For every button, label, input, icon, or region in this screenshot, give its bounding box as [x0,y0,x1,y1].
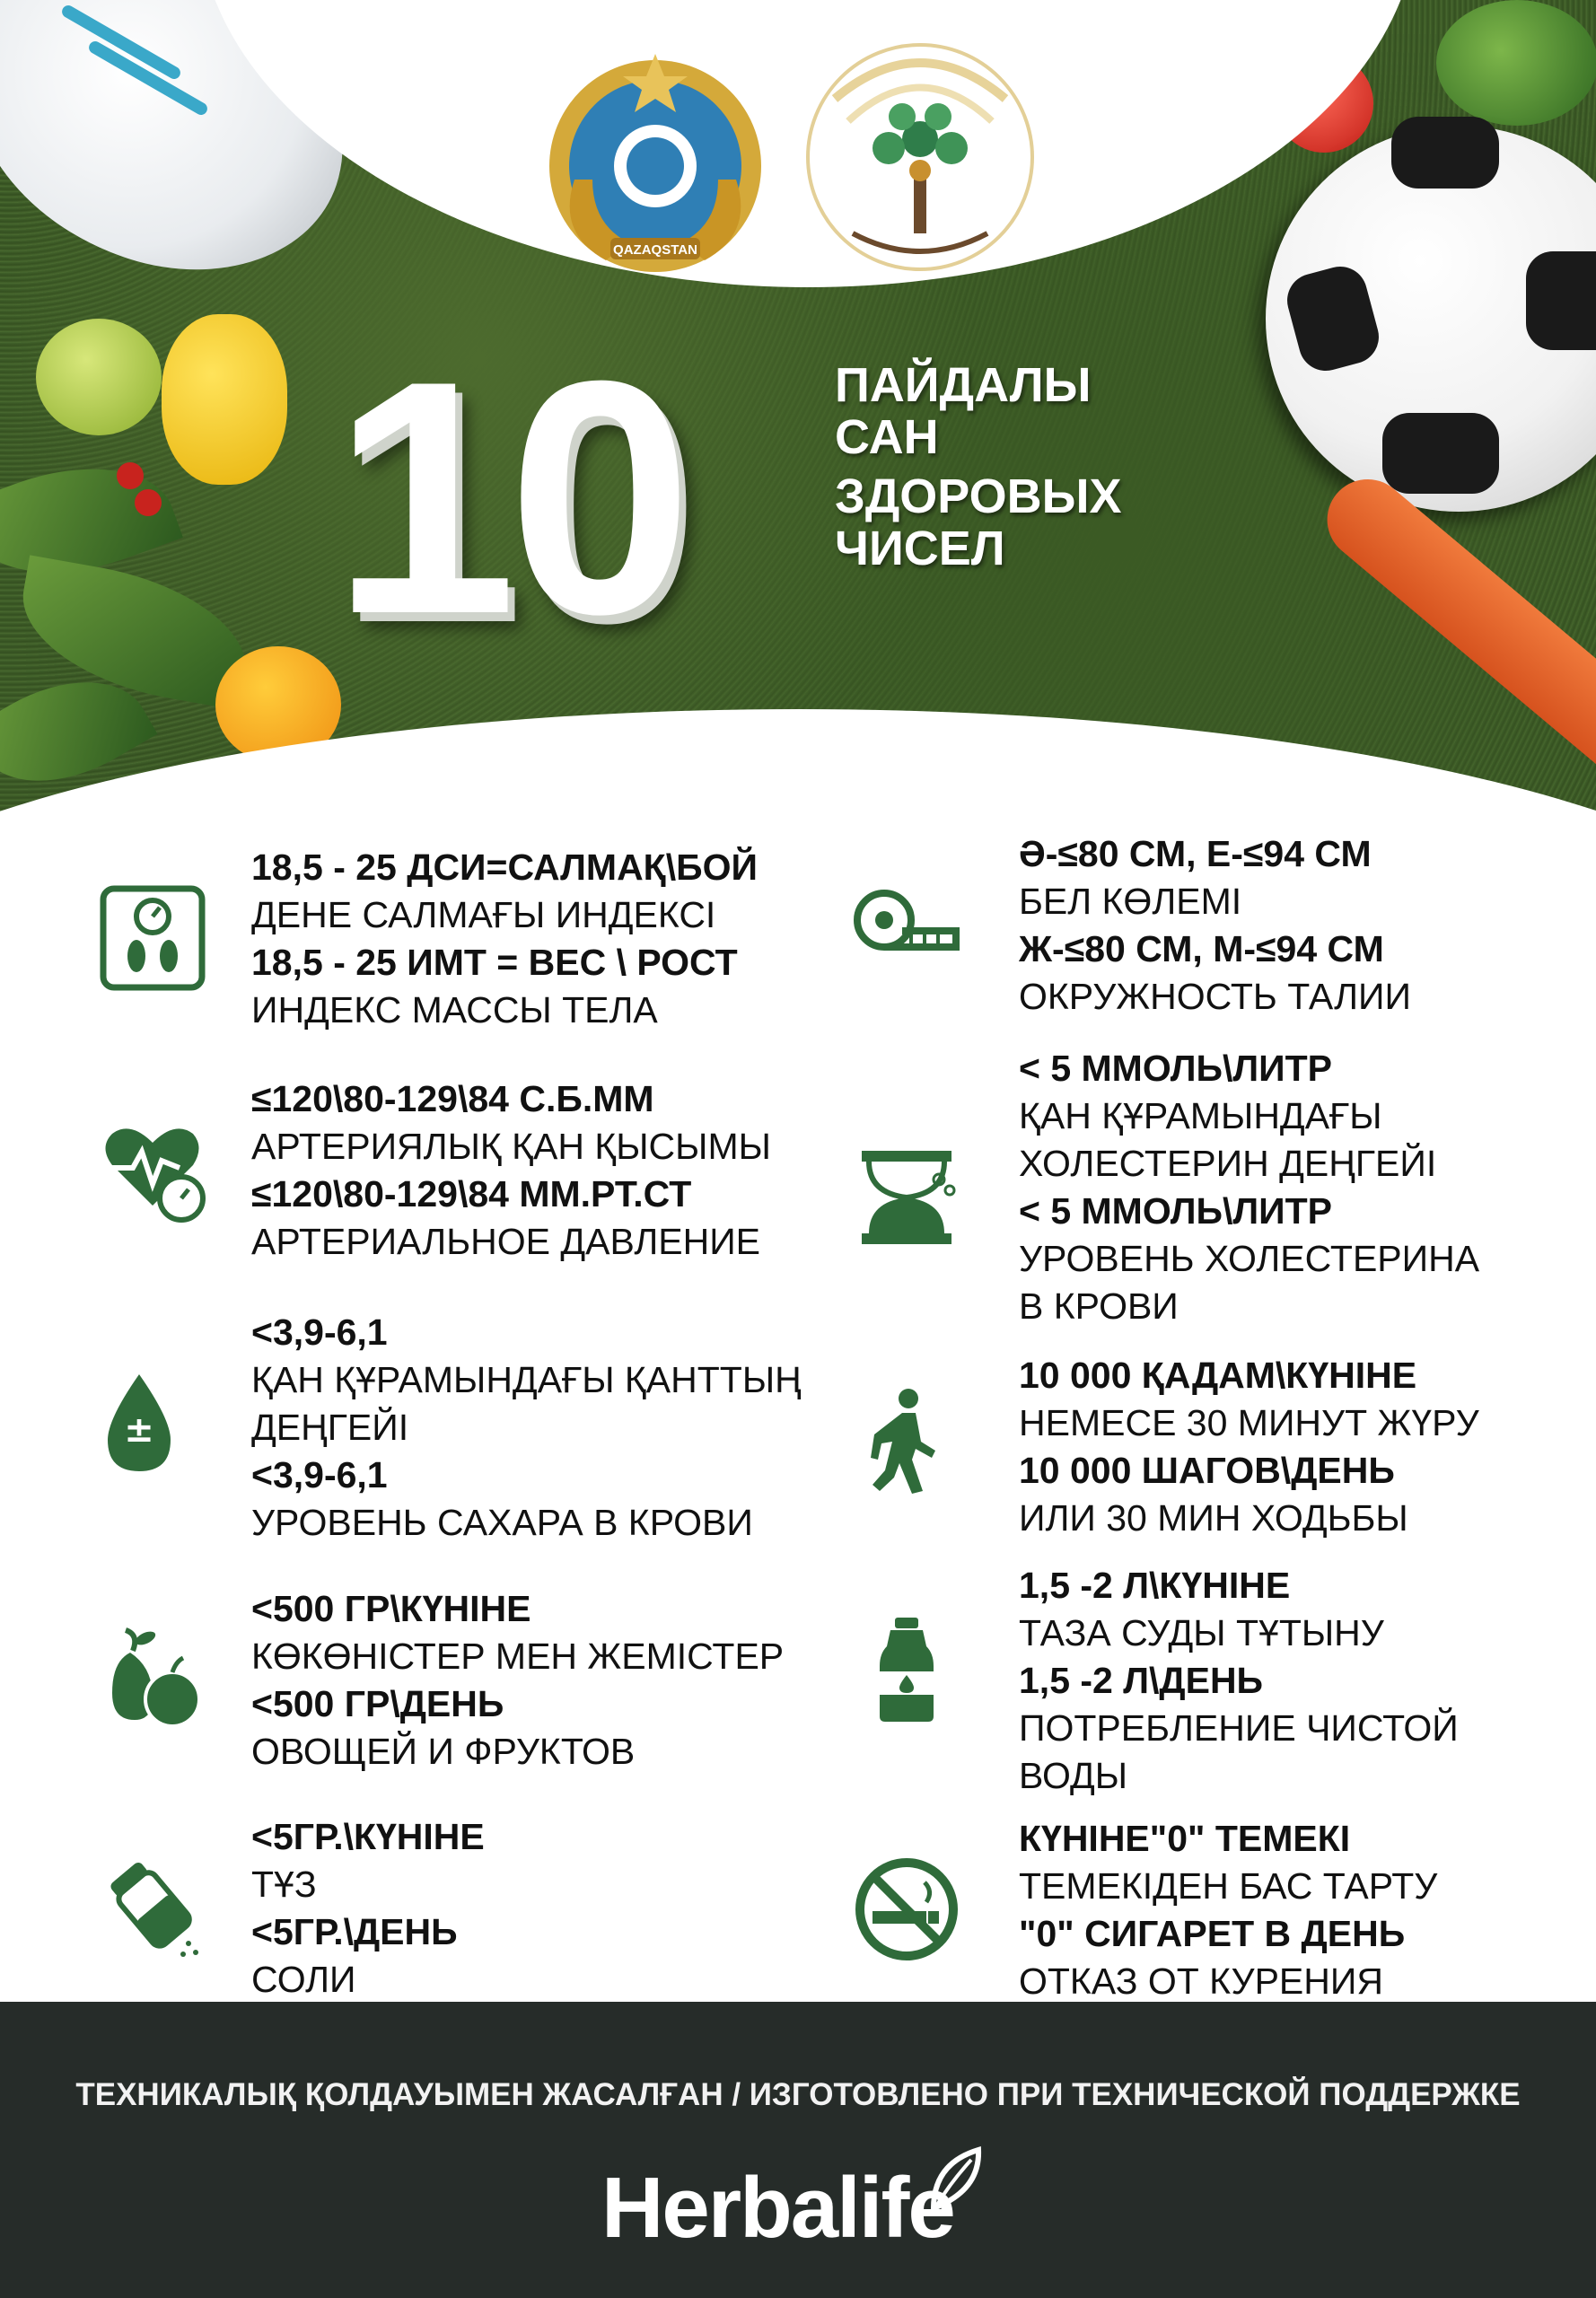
item-text [251,1585,784,1776]
fruit-icon [99,1626,206,1733]
item-blood-sugar [99,1309,817,1551]
item-text [251,844,758,1034]
item-line: 18,5 - 25 ИМТ = ВЕС \ РОСТ [251,942,738,983]
svg-text:±: ± [124,1409,154,1451]
item-smoking [853,1815,1571,2013]
title-kz-line-1: ПАЙДАЛЫ [835,358,1092,412]
scale-icon [99,884,206,992]
title-ru-line-2: ЧИСЕЛ [835,522,1005,575]
item-line: АРТЕРИЯЛЫҚ ҚАН ҚЫСЫМЫ [251,1126,771,1167]
item-line: ≤120\80-129\84 ММ.РТ.СТ [251,1173,692,1215]
item-bmi [99,844,817,1041]
item-line: ОВОЩЕЙ И ФРУКТОВ [251,1731,636,1772]
item-line: УРОВЕНЬ ХОЛЕСТЕРИНА [1019,1238,1480,1279]
leaf-icon [925,2145,987,2217]
item-line: <5ГР.\ДЕНЬ [251,1911,458,1952]
walking-person-icon [853,1388,960,1495]
item-blood-pressure [99,1075,817,1273]
item-line: 10 000 ШАГОВ\ДЕНЬ [1019,1450,1395,1491]
berry-decoration [135,489,162,516]
svg-text:QAZAQSTAN: QAZAQSTAN [613,242,697,258]
item-line: ИЛИ 30 МИН ХОДЬБЫ [1019,1497,1408,1539]
hero-banner [0,0,1596,898]
heart-pressure-icon [99,1116,206,1224]
herbalife-logo [601,2145,978,2256]
item-line: ТЕМЕКІДЕН БАС ТАРТУ [1019,1865,1438,1907]
item-line: АРТЕРИАЛЬНОЕ ДАВЛЕНИЕ [251,1221,761,1262]
brand-name: Herbalife [601,2160,954,2256]
item-line: <5ГР.\КҮНІНЕ [251,1816,485,1857]
item-line: ≤120\80-129\84 С.Б.ММ [251,1078,654,1119]
water-bottle-icon [853,1616,960,1724]
item-line: 1,5 -2 Л\ДЕНЬ [1019,1660,1264,1701]
ball-patch [1391,117,1499,189]
state-emblem-icon [539,45,772,278]
item-cholesterol [853,1045,1571,1341]
item-text [1019,1352,1479,1542]
item-line: < 5 ММОЛЬ\ЛИТР [1019,1190,1332,1232]
ball-patch [1382,413,1499,494]
apple-decoration [36,319,162,435]
title-ru-line-1: ЗДОРОВЫХ [835,469,1122,523]
ball-patch [1526,251,1596,350]
pepper-decoration [162,314,287,485]
item-line: < 5 ММОЛЬ\ЛИТР [1019,1048,1332,1089]
item-line: КҮНІНЕ"0" ТЕМЕКІ [1019,1818,1351,1859]
item-line: УРОВЕНЬ САХАРА В КРОВИ [251,1502,753,1543]
item-line: СОЛИ [251,1959,356,2000]
item-text [1019,1815,1437,2005]
item-vegetables [99,1585,817,1783]
item-line: ҚАН ҚҰРАМЫНДАҒЫ ҚАНТТЫҢ [251,1359,802,1400]
item-text [1019,1045,1479,1330]
item-line: ҚАН ҚҰРАМЫНДАҒЫ [1019,1095,1382,1136]
item-text [1019,830,1411,1021]
item-waist [853,830,1571,1028]
blood-drop-icon [99,1370,206,1478]
item-line: ХОЛЕСТЕРИН ДЕҢГЕЙІ [1019,1143,1437,1184]
item-line: В КРОВИ [1019,1285,1179,1327]
item-line: ИНДЕКС МАССЫ ТЕЛА [251,989,658,1031]
item-text [1019,1562,1459,1800]
item-salt [99,1813,817,2011]
broccoli-decoration [1436,0,1596,126]
item-line: <3,9-6,1 [251,1311,388,1353]
logo-row [539,27,1041,287]
item-line: <500 ГР\ДЕНЬ [251,1683,504,1724]
ball-patch [1281,260,1384,377]
item-line: "0" СИГАРЕТ В ДЕНЬ [1019,1913,1406,1954]
item-line: ДЕНЕ САЛМАҒЫ ИНДЕКСІ [251,894,716,935]
item-line: Ж-≤80 СМ, М-≤94 СМ [1019,928,1384,969]
football-decoration [1266,126,1596,512]
item-text [251,1309,802,1547]
item-text [251,1075,771,1266]
item-line: ТҰЗ [251,1864,317,1905]
big-number-10: 10 [332,312,684,683]
national-center-logo-icon [799,36,1041,278]
item-line: <500 ГР\КҮНІНЕ [251,1588,531,1629]
item-line: ДЕҢГЕЙІ [251,1407,409,1448]
item-line: ОКРУЖНОСТЬ ТАЛИИ [1019,976,1411,1017]
item-line: ОТКАЗ ОТ КУРЕНИЯ [1019,1960,1383,2002]
item-line: 18,5 - 25 ДСИ=САЛМАҚ\БОЙ [251,846,758,888]
item-line: КӨКӨНІСТЕР МЕН ЖЕМІСТЕР [251,1636,785,1677]
item-line: НЕМЕСЕ 30 МИНУТ ЖҮРУ [1019,1402,1479,1443]
no-smoking-icon [853,1855,960,1963]
title-kz-line-2: САН [835,410,939,464]
measuring-tape-icon [853,875,960,983]
item-line: ПОТРЕБЛЕНИЕ ЧИСТОЙ [1019,1707,1459,1749]
item-line: ВОДЫ [1019,1755,1128,1796]
item-line: Ә-≤80 СМ, Е-≤94 СМ [1019,833,1372,874]
berry-decoration [117,462,144,489]
cholesterol-icon [853,1144,960,1251]
footer-caption: ТЕХНИКАЛЫҚ ҚОЛДАУЫМЕН ЖАСАЛҒАН / ИЗГОТОВЛЕНО ПРИ ТЕХНИЧЕСКОЙ ПОДДЕРЖКЕ [75,2077,1521,2112]
item-line: <3,9-6,1 [251,1454,388,1495]
salt-shaker-icon [99,1854,206,1961]
item-line: 1,5 -2 Л\КҮНІНЕ [1019,1565,1291,1606]
poster-title [835,359,1248,574]
item-text [251,1813,485,2004]
item-water [853,1562,1571,1804]
item-line: БЕЛ КӨЛЕМІ [1019,881,1242,922]
item-line: ТАЗА СУДЫ ТҰТЫНУ [1019,1612,1384,1653]
item-line: 10 000 ҚАДАМ\КҮНІНЕ [1019,1355,1417,1396]
item-steps [853,1352,1571,1549]
